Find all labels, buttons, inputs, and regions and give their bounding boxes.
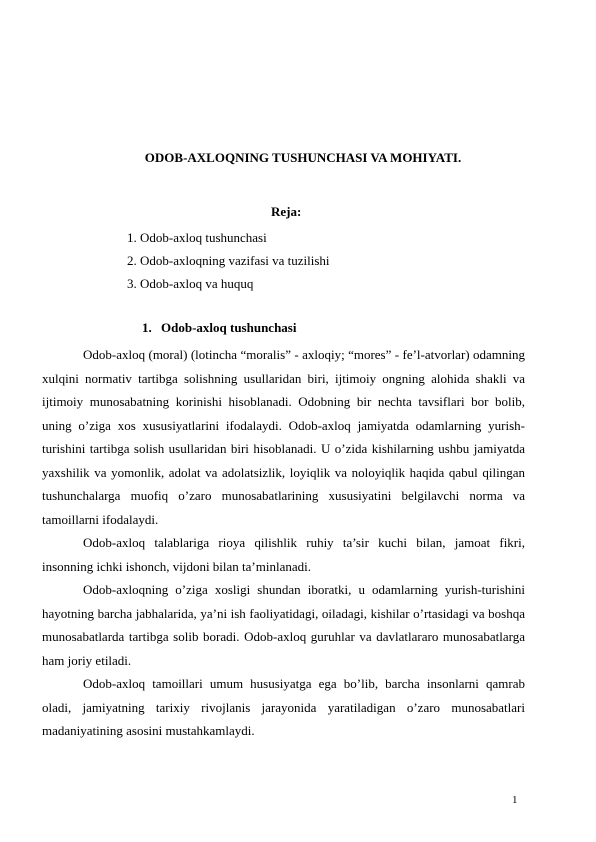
paragraph: Odob-axloq (moral) (lotincha “moralis” - axloqiy; “mores” - fe’l-atvorlar) odamning xulqini normativ tartibga solishning usullaridan biri, ijtimoiy ongning alohida shakli va ijtimoiy munosabatning korinishi hisoblanadi. Odobning bir nechta tavsiflari bor bolib, uning o’ziga xos xususiyatlarini ifodalaydi. Odob-axloq jamiyatda odamlarning yurish-turishini tartibga solish usullaridan biri hisoblanadi. U o’zida kishilarning ushbu jamiyatda yaxshilik va yomonlik, adolat va adolatsizlik, loyiqlik va noloyiqlik haqida qabul qilingan tushunchalarga muofiq o’zaro munosabatlarining xususiyatini belgilavchi norma va tamoillarni ifodalaydi. — [42, 347, 525, 527]
page-number: 1 — [512, 794, 518, 806]
paragraph: Odob-axloq talablariga rioya qilishlik ruhiy ta’sir kuchi bilan, jamoat fikri, insonning ichki ishonch, vijdoni bilan ta’minlanadi. — [42, 535, 525, 574]
paragraph: Odob-axloq tamoillari umum hususiyatga ega bo’lib, barcha insonlarni qamrab oladi, jamiyatning tarixiy rivojlanis jarayonida yaratiladigan o’zaro munosabatlari madaniyatining asosini mustahkamlaydi. — [42, 676, 525, 738]
section-title: Odob-axloq tushunchasi — [161, 320, 297, 335]
plan-list — [127, 226, 330, 295]
document-title: ODOB-AXLOQNING TUSHUNCHASI VA MOHIYATI. — [144, 150, 462, 165]
body-text — [42, 343, 525, 743]
plan-item: 1. Odob-axloq tushunchasi — [127, 230, 267, 245]
section-heading — [142, 320, 296, 336]
section-number: 1. — [142, 320, 152, 335]
plan-item: 2. Odob-axloqning vazifasi va tuzilishi — [127, 253, 330, 268]
plan-item: 3. Odob-axloq va huquq — [127, 276, 254, 291]
paragraph: Odob-axloqning o’ziga xosligi shundan iboratki, u odamlarning yurish-turishini hayotning barcha jabhalarida, ya’ni ish faoliyatidagi, oiladagi, kishilar o’rtasidagi va boshqa munosabatlarda tartibga solib boradi. Odob-axloq guruhlar va davlatlararo munosabatlarga ham joriy etiladi. — [42, 582, 525, 668]
plan-label: Reja: — [271, 204, 302, 219]
